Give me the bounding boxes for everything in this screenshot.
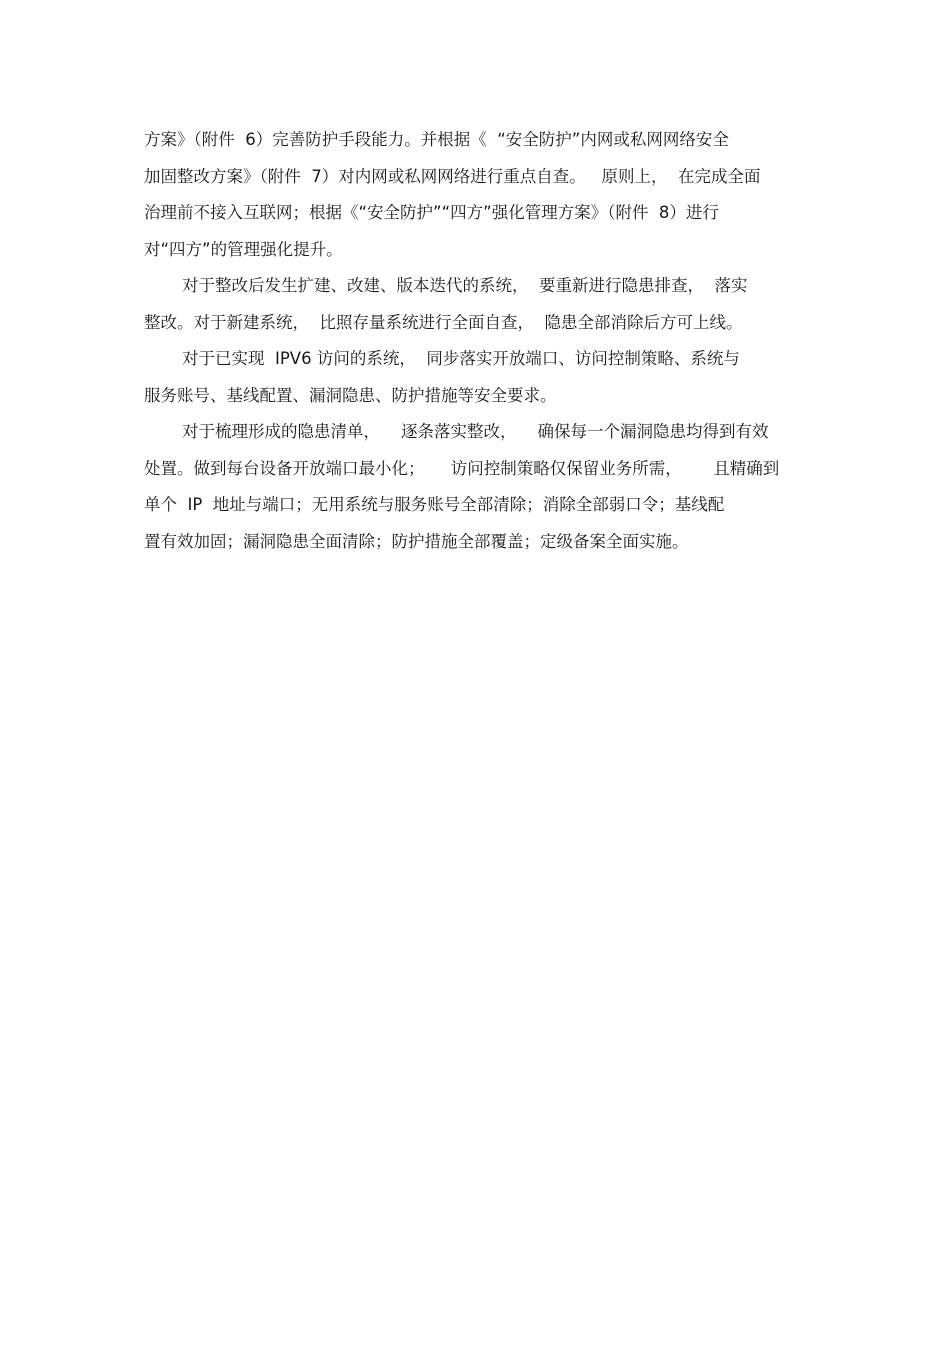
document-body (144, 122, 814, 560)
paragraph-4 (144, 414, 814, 560)
text-line: 对于梳理形成的隐患清单， 逐条落实整改， 确保每一个漏洞隐患均得到有效 (182, 422, 769, 441)
text-line: 置有效加固；漏洞隐患全面清除；防护措施全部覆盖；定级备案全面实施。 (144, 531, 689, 551)
text-line: 处置。做到每台设备开放端口最小化； 访问控制策略仅保留业务所需， 且精确到 (144, 458, 780, 478)
text-line: 单个 IP 地址与端口；无用系统与服务账号全部清除；消除全部弱口令；基线配 (144, 495, 725, 514)
text-line: 治理前不接入互联网；根据《“安全防护”“四方”强化管理方案》（附件 8）进行 (144, 203, 719, 222)
text-line: 整改。对于新建系统， 比照存量系统进行全面自查， 隐患全部消除后方可上线。 (144, 312, 743, 332)
text-line: 对于整改后发生扩建、改建、版本迭代的系统， 要重新进行隐患排查， 落实 (182, 276, 748, 295)
text-line: 对“四方”的管理强化提升。 (144, 239, 343, 259)
paragraph-1 (144, 122, 814, 268)
text-line: 加固整改方案》（附件 7）对内网或私网网络进行重点自查。 原则上， 在完成全面 (144, 166, 761, 186)
text-line: 对于已实现 IPV6 访问的系统， 同步落实开放端口、访问控制策略、系统与 (182, 349, 740, 368)
paragraph-3 (144, 341, 814, 414)
text-line: 方案》（附件 6）完善防护手段能力。并根据《 “安全防护”内网或私网网络安全 (144, 130, 729, 149)
paragraph-2 (144, 268, 814, 341)
text-line: 服务账号、基线配置、漏洞隐患、防护措施等安全要求。 (144, 385, 557, 405)
